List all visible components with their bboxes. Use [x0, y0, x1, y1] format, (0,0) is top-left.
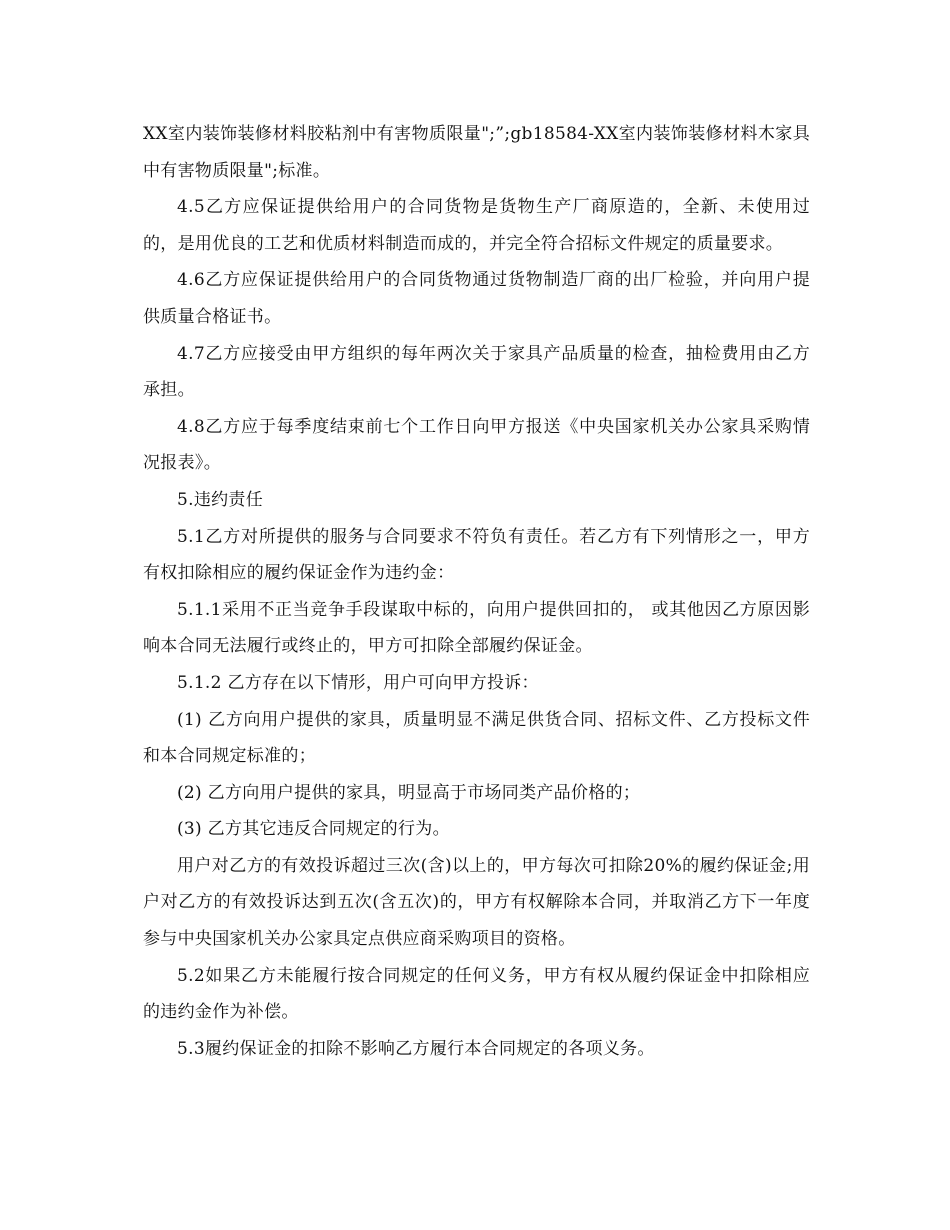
document-body: [143, 116, 810, 1067]
list-item-1: (1) 乙方向用户提供的家具，质量明显不满足供货合同、招标文件、乙方投标文件和本合同规定标准的；: [143, 709, 810, 767]
paragraph-5-1-2: 5.1.2 乙方存在以下情形，用户可向甲方投诉：: [177, 672, 539, 693]
paragraph-4-6: 4.6乙方应保证提供给用户的合同货物通过货物制造厂商的出厂检验，并向用户提供质量合格证书。: [143, 270, 810, 327]
paragraph-standards-continuation: XX室内装饰装修材料胶粘剂中有害物质限量";”;gb18584-XX室内装饰装修材料木家具中有害物质限量";标准。: [143, 124, 810, 181]
paragraph-complaint-penalty: 用户对乙方的有效投诉超过三次(含)以上的，甲方每次可扣除20%的履约保证金;用户对乙方的有效投诉达到五次(含五次)的，甲方有权解除本合同，并取消乙方下一年度参与中央国家机关办公家具定点供应商采购项目的资格。: [143, 855, 810, 950]
list-item-3: (3) 乙方其它违反合同规定的行为。: [177, 819, 450, 840]
paragraph-4-8: 4.8乙方应于每季度结束前七个工作日向甲方报送《中央国家机关办公家具采购情况报表》。: [143, 416, 810, 474]
paragraph-5-1: 5.1乙方对所提供的服务与合同要求不符负有责任。若乙方有下列情形之一，甲方有权扣除相应的履约保证金作为违约金：: [143, 526, 810, 584]
paragraph-5-1-1: 5.1.1采用不正当竞争手段谋取中标的，向用户提供回扣的， 或其他因乙方原因影响本合同无法履行或终止的，甲方可扣除全部履约保证金。: [143, 599, 810, 657]
paragraph-4-5: 4.5乙方应保证提供给用户的合同货物是货物生产厂商原造的，全新、未使用过的，是用优良的工艺和优质材料制造而成的，并完全符合招标文件规定的质量要求。: [143, 197, 810, 254]
paragraph-4-7: 4.7乙方应接受由甲方组织的每年两次关于家具产品质量的检查，抽检费用由乙方承担。: [143, 343, 810, 401]
section-heading-breach-liability: 5.违约责任: [177, 489, 264, 510]
list-item-2: (2) 乙方向用户提供的家具，明显高于市场同类产品价格的；: [177, 782, 641, 803]
paragraph-5-3: 5.3履约保证金的扣除不影响乙方履行本合同规定的各项义务。: [177, 1038, 655, 1059]
paragraph-5-2: 5.2如果乙方未能履行按合同规定的任何义务，甲方有权从履约保证金中扣除相应的违约金作为补偿。: [143, 965, 810, 1023]
